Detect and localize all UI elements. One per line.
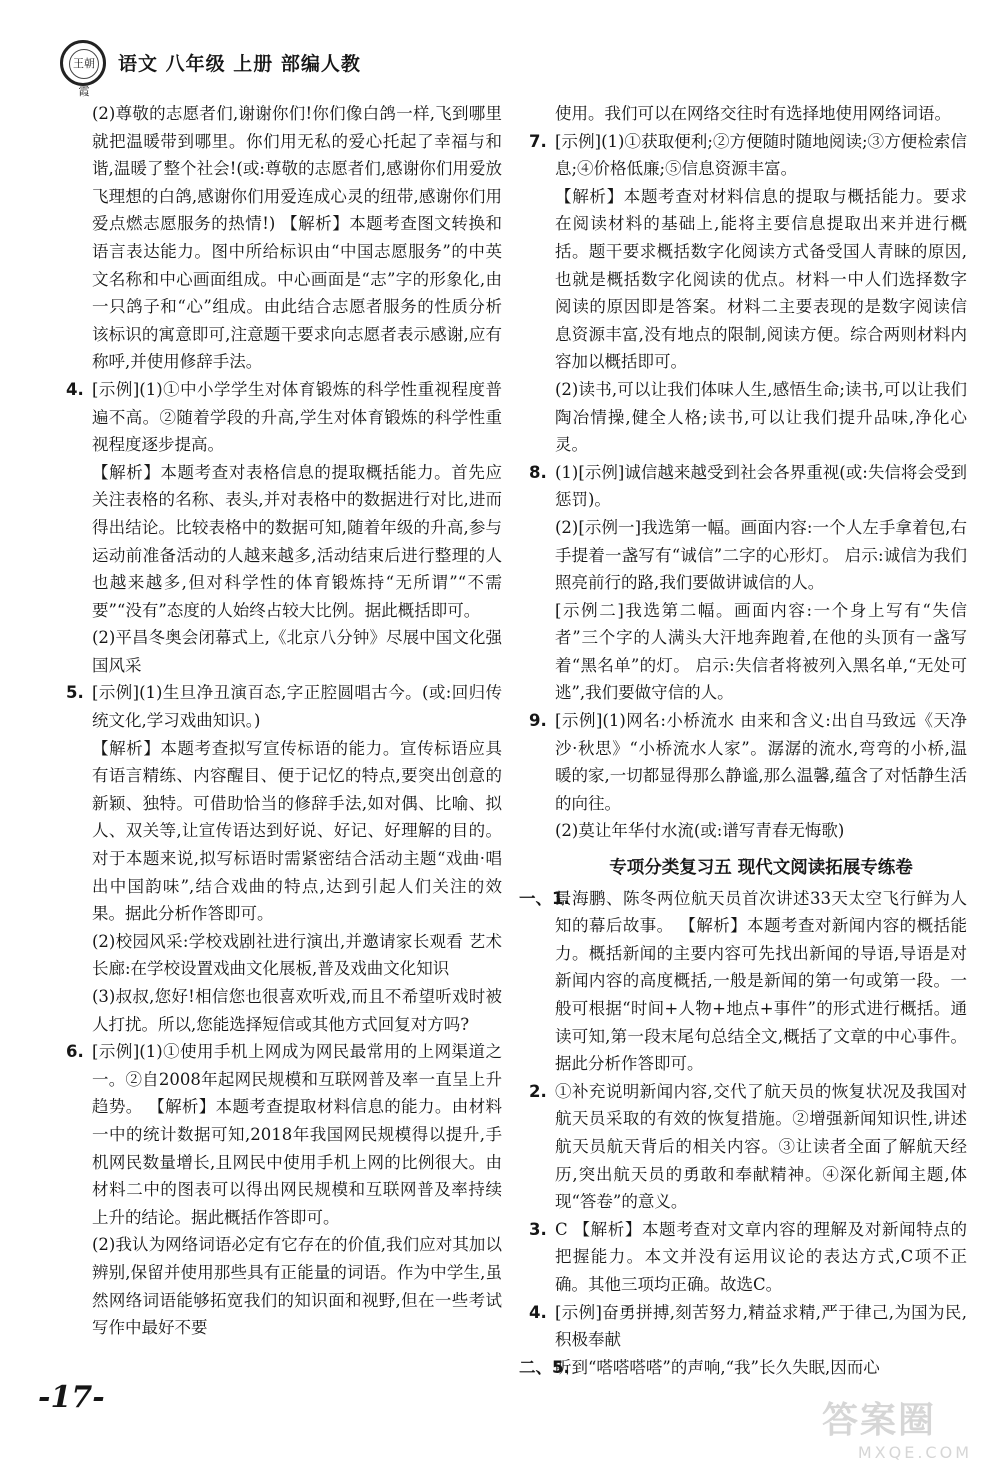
logo-text: 王朝霞 [69,49,99,79]
answer-block [92,624,502,679]
question-number: 9. [529,711,547,731]
answer-block [92,735,502,928]
answer-block [66,679,502,734]
watermark-text: 答案圈 [822,1400,937,1441]
answer-text: 景海鹏、陈冬两位航天员首次讲述33天太空飞行鲜为人知的幕后故事。 【解析】本题考查对新闻内容的概括能力。概括新闻的主要内容可先找出新闻的导语,导语是对新闻内容的高度概括,一般是新闻的第一句或第一段。一般可根据“时间+人物+地点+事件”的形式进行概括。通读可知,第一段末尾句总结全文,概括了文章的中心事件。据此分析作答即可。 [555,888,967,1074]
question-number: 3. [529,1219,547,1239]
right-column-answers [529,100,967,845]
question-number: 一、1. [519,888,570,908]
answer-block [555,100,967,128]
answer-block [529,459,967,514]
answer-text: (2)尊敬的志愿者们,谢谢你们!你们像白鸽一样,飞到哪里就把温暖带到哪里。你们用无私的爱心托起了幸福与和谐,温暖了整个社会!(或:尊敬的志愿者们,感谢你们用爱放飞理想的白鸽,感谢你们用爱连成心灵的纽带,感谢你们用爱点燃志愿服务的热情!) 【解析】本题考查图文转换和语言表达能力。图中所给标识由“中国志愿服务”的中英文名称和中心画面组成。中心画面是“志”字的形象化,由一只鸽子和“心”组成。由此结合志愿者服务的性质分析该标识的寓意即可,注意题干要求向志愿者表示感谢,应有称呼,并使用修辞手法。 [92,104,502,372]
answer-text: [示例](1)生旦净丑演百态,字正腔圆唱古今。(或:回归传统文化,学习戏曲知识。) [92,683,502,731]
answer-block [555,817,967,845]
answer-block [92,1231,502,1341]
question-number: 2. [529,1081,547,1101]
question-number: 二、5. [519,1357,570,1377]
answer-text: ①补充说明新闻内容,交代了航天员的恢复状况及我国对航天员采取的有效的恢复措施。②增强新闻知识性,讲述航天员航天背后的相关内容。③让读者全面了解航天经历,突出航天员的勇敢和奉献精神。④深化新闻主题,体现“答卷”的意义。 [555,1081,967,1212]
right-column-section-answers [519,885,967,1382]
answer-block [92,983,502,1038]
answer-text: [示例](1)网名:小桥流水 由来和含义:出自马致远《天净沙·秋思》“小桥流水人家”。潺潺的流水,弯弯的小桥,温暖的家,一切都显得那么静谧,那么温馨,蕴含了对恬静生活的向往。 [555,711,967,813]
question-number: 5. [66,683,84,703]
answer-block [519,885,967,1078]
answer-block [555,514,967,597]
watermark-logo [822,1392,972,1462]
answer-text: (2)我认为网络词语必定有它存在的价值,我们应对其加以辨别,保留并使用那些具有正能量的词语。作为中学生,虽然网络词语能够拓宽我们的知识面和视野,但在一些考试写作中最好不要 [92,1235,502,1338]
question-number: 7. [529,131,547,151]
answer-text: 听到“嗒嗒嗒嗒”的声响,“我”长久失眠,因而心 [555,1357,880,1377]
answer-text: (3)叔叔,您好!相信您也很喜欢听戏,而且不希望听戏时被人打扰。所以,您能选择短信或其他方式回复对方吗? [92,987,502,1034]
answer-block [555,597,967,707]
answer-block [529,1299,967,1354]
answer-block [92,100,502,376]
answer-block [66,376,502,459]
header-title: 语文 八年级 上册 部编人教 [118,53,361,75]
right-column [519,100,967,1381]
answer-block [529,1216,967,1299]
answer-text: (2)平昌冬奥会闭幕式上,《北京八分钟》尽展中国文化强国风采 [92,628,502,675]
page-number: -17- [38,1380,105,1415]
brand-logo [60,40,106,98]
answer-block [92,928,502,983]
answer-block [529,707,967,817]
answer-block [66,1038,502,1231]
answer-text: 【解析】本题考查对表格信息的提取概括能力。首先应关注表格的名称、表头,并对表格中的数据进行对比,进而得出结论。比较表格中的数据可知,随着年级的升高,参与运动前准备活动的人越来越多,活动结束后进行整理的人也越来越多,但对科学性的体育锻炼持“无所谓”“不需要”“没有”态度的人始终占较大比例。据此概括即可。 [92,462,502,620]
answer-text: (1)[示例]诚信越来越受到社会各界重视(或:失信将会受到惩罚)。 [555,462,967,510]
question-number: 4. [66,379,84,399]
answer-block [92,459,502,625]
answer-block [519,1354,967,1382]
answer-text: 【解析】本题考查对材料信息的提取与概括能力。要求在阅读材料的基础上,能将主要信息提取出来并进行概括。题干要求概括数字化阅读方式备受国人青睐的原因,也就是概括数字化阅读的优点。材料一中人们选择数字阅读的原因即是答案。材料二主要表现的是数字阅读信息资源丰富,没有地点的限制,阅读方便。综合两则材料内容加以概括即可。 [555,186,967,372]
left-column [66,100,502,1342]
page-header [60,40,960,98]
answer-text: 【解析】本题考查拟写宣传标语的能力。宣传标语应具有语言精练、内容醒目、便于记忆的特点,要突出创意的新颖、独特。可借助恰当的修辞手法,如对偶、比喻、拟人、双关等,让宣传语达到好说、好记、好理解的目的。对于本题来说,拟写标语时需紧密结合活动主题“戏曲·唱出中国韵味”,结合戏曲的特点,达到引起人们关注的效果。据此分析作答即可。 [92,738,502,924]
answer-text: [示例](1)①使用手机上网成为网民最常用的上网渠道之一。②自2008年起网民规模和互联网普及率一直呈上升趋势。 【解析】本题考查提取材料信息的能力。由材料一中的统计数据可知,2018年我国网民规模得以提升,手机网民数量增长,且网民中使用手机上网的比例很大。由材料二中的图表可以得出网民规模和互联网普及率持续上升的结论。据此概括作答即可。 [92,1042,502,1227]
watermark-url: MXQE.COM [857,1443,972,1462]
answer-text: (2)莫让年华付水流(或:谱写青春无悔歌) [555,821,845,841]
answer-block [555,376,967,459]
answer-block [555,183,967,376]
section-title: 专项分类复习五 现代文阅读拓展专练卷 [609,858,913,879]
answer-text: [示例二]我选第二幅。画面内容:一个身上写有“失信者”三个字的人满头大汗地奔跑着,在他的头顶有一盏写着“黑名单”的灯。 启示:失信者将被列入黑名单,“无处可逃”,我们要做守信的人。 [555,600,967,703]
question-number: 8. [529,462,547,482]
answer-block [529,1078,967,1216]
question-number: 4. [529,1302,547,1322]
question-number: 6. [66,1042,84,1062]
answer-text: [示例](1)①获取便利;②方便随时随地阅读;③方便检索信息;④价格低廉;⑤信息资源丰富。 [555,131,967,179]
answer-block [529,128,967,183]
answer-text: 使用。我们可以在网络交往时有选择地使用网络词语。 [555,104,951,123]
answer-text: [示例](1)①中小学学生对体育锻炼的科学性重视程度普遍不高。②随着学段的升高,学生对体育锻炼的科学性重视程度逐步提高。 [92,379,502,455]
answer-text: (2)[示例一]我选第一幅。画面内容:一个人左手拿着包,右手提着一盏写有“诚信”二字的心形灯。 启示:诚信为我们照亮前行的路,我们要做讲诚信的人。 [555,517,967,593]
answer-text: [示例]奋勇拼搏,刻苦努力,精益求精,严于律己,为国为民,积极奉献 [555,1302,967,1350]
answer-text: (2)校园风采:学校戏剧社进行演出,并邀请家长观看 艺术长廊:在学校设置戏曲文化展板,普及戏曲文化知识 [92,931,502,979]
answer-text: (2)读书,可以让我们体味人生,感悟生命;读书,可以让我们陶冶情操,健全人格;读书,可以让我们提升品味,净化心灵。 [555,379,967,455]
answer-text: C 【解析】本题考查对文章内容的理解及对新闻特点的把握能力。本文并没有运用议论的表达方式,C项不正确。其他三项均正确。故选C。 [555,1219,967,1294]
